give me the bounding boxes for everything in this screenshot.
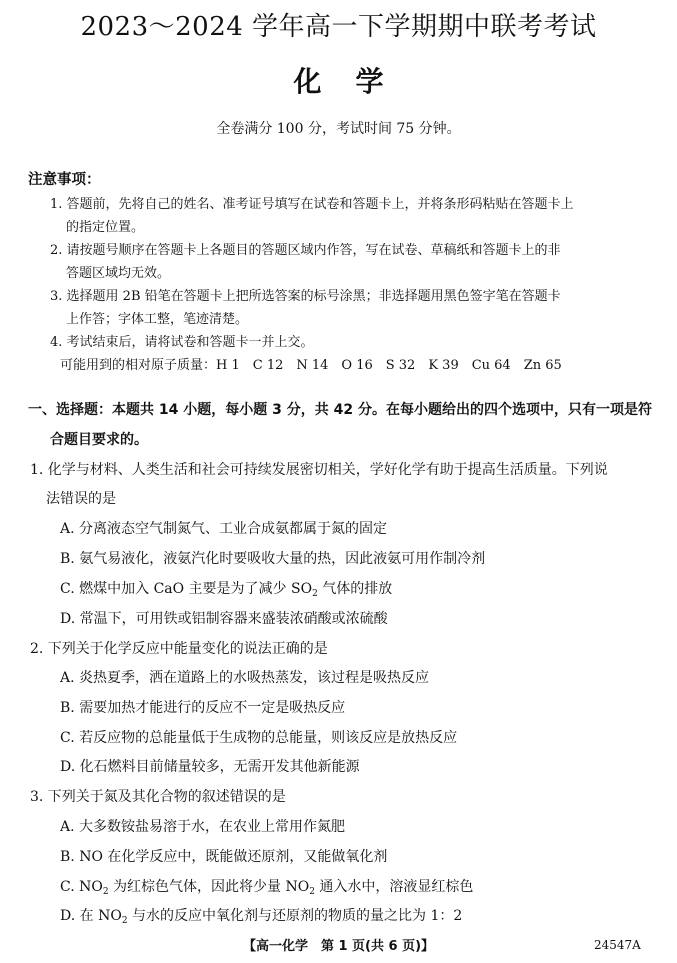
q2-option-c: C. 若反应物的总能量低于生成物的总能量，则该反应是放热反应 xyxy=(60,730,458,746)
q1-option-b: B. 氨气易液化，液氨汽化时要吸收大量的热，因此液氨可用作制冷剂 xyxy=(60,551,486,567)
exam-title: 2023～2024 学年高一下学期期中联考考试 xyxy=(80,12,597,42)
exam-info: 全卷满分 100 分，考试时间 75 分钟。 xyxy=(216,121,461,137)
q3-option-c: C. $NO_2$ 为红棕色气体，因此将少量 $NO_2$ 通入水中，溶液显红棕色 xyxy=(60,879,474,897)
notice-item-4: 4. 考试结束后，请将试卷和答题卡一并上交。 xyxy=(50,335,314,350)
section-1-heading: 一、选择题：本题共 14 小题，每小题 3 分，共 42 分。在每小题给出的四个选项中，只有一项是符 xyxy=(28,402,652,418)
q3-stem: 3. 下列关于氮及其化合物的叙述错误的是 xyxy=(30,789,286,805)
exam-code: 24547A xyxy=(594,938,641,952)
q2-stem: 2. 下列关于化学反应中能量变化的说法正确的是 xyxy=(30,641,328,657)
notice-item-2-cont: 答题区域均无效。 xyxy=(66,266,171,281)
q1-stem: 1. 化学与材料、人类生活和社会可持续发展密切相关，学好化学有助于提高生活质量。下列说 xyxy=(30,462,608,478)
page-footer: 【高一化学 第 1 页(共 6 页)】 xyxy=(242,939,435,954)
q2-option-d: D. 化石燃料目前储量较多，无需开发其他新能源 xyxy=(60,759,360,775)
q3-option-a: A. 大多数铵盐易溶于水，在农业上常用作氮肥 xyxy=(60,819,346,835)
q1-stem-cont: 法错误的是 xyxy=(46,491,116,507)
notice-heading: 注意事项： xyxy=(28,172,101,188)
q3-option-b: B. NO 在化学反应中，既能做还原剂，又能做氧化剂 xyxy=(60,849,388,865)
subject-title: 化学 xyxy=(293,65,418,98)
section-1-heading-cont: 合题目要求的。 xyxy=(50,432,148,448)
notice-item-2: 2. 请按题号顺序在答题卡上各题目的答题区域内作答，写在试卷、草稿纸和答题卡上的非 xyxy=(50,243,561,258)
notice-item-3: 3. 选择题用 2B 铅笔在答题卡上把所选答案的标号涂黑；非选择题用黑色签字笔在答题卡 xyxy=(50,289,561,304)
q3-option-d: D. 在 $NO_2$ 与水的反应中氧化剂与还原剂的物质的量之比为 1：2 xyxy=(60,908,463,926)
notice-item-3-cont: 上作答；字体工整，笔迹清楚。 xyxy=(66,312,249,327)
q2-option-a: A. 炎热夏季，洒在道路上的水吸热蒸发，该过程是吸热反应 xyxy=(60,670,430,686)
q1-option-a: A. 分离液态空气制氮气、工业合成氨都属于氮的固定 xyxy=(60,521,388,537)
q2-option-b: B. 需要加热才能进行的反应不一定是吸热反应 xyxy=(60,700,346,716)
q1-option-d: D. 常温下，可用铁或铝制容器来盛装浓硝酸或浓硫酸 xyxy=(60,611,388,627)
notice-item-1-cont: 的指定位置。 xyxy=(66,220,145,235)
notice-item-1: 1. 答题前，先将自己的姓名、准考证号填写在试卷和答题卡上，并将条形码粘贴在答题卡上 xyxy=(50,197,574,212)
atomic-masses: 可能用到的相对原子质量：H 1 C 12 N 14 O 16 S 32 K 39 Cu 64 Zn 65 xyxy=(60,358,562,373)
q1-option-c: C. 燃煤中加入 CaO 主要是为了减少 $SO_2$ 气体的排放 xyxy=(60,581,393,599)
